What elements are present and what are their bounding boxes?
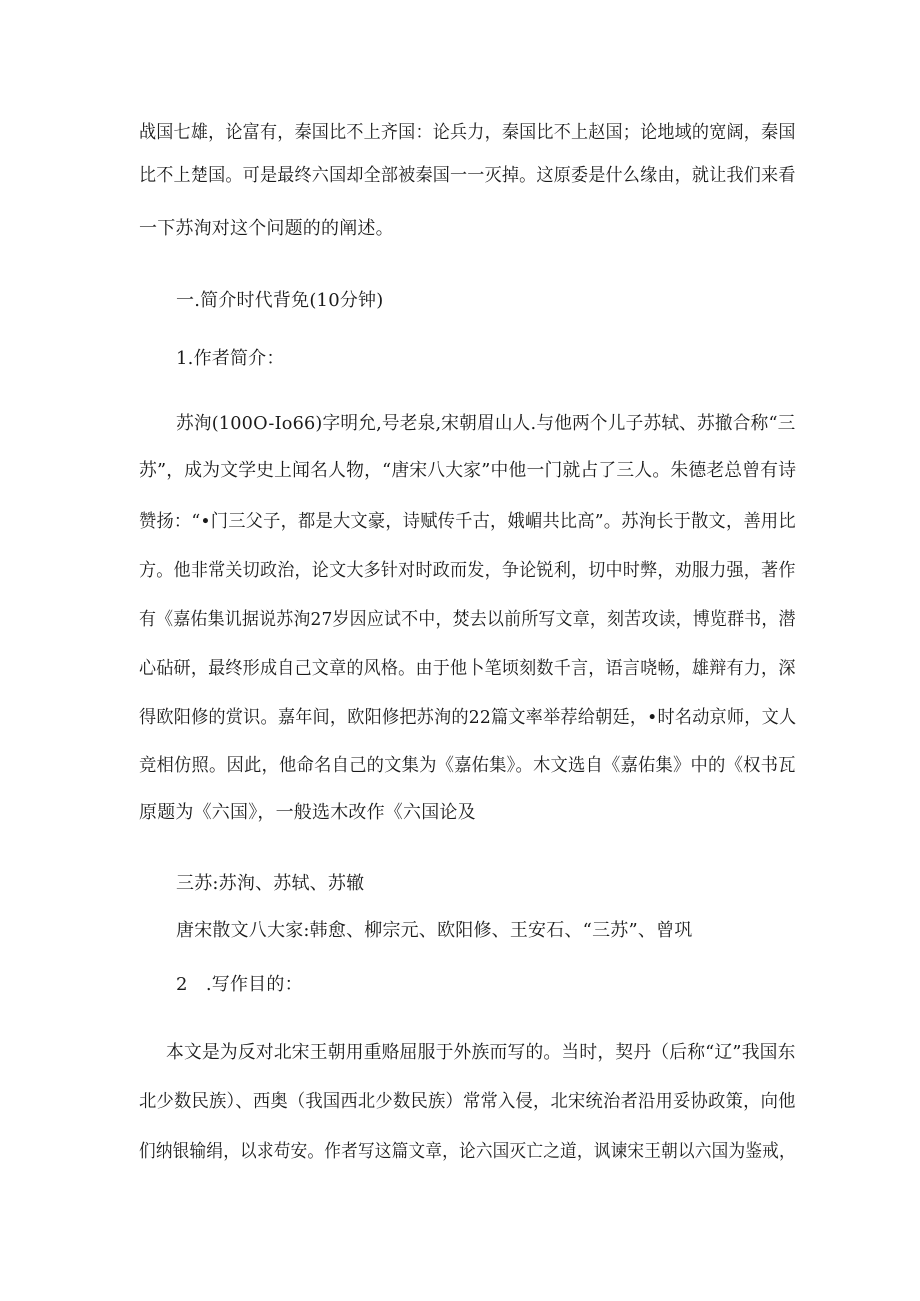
bio-line-5: 有《嘉佑集讥据说苏洵27岁因应试不中，焚去以前所写文章，刻苦攻读，博览群书，潜: [139, 609, 796, 630]
purpose-line-3: 们纳银输绢，以求苟安。作者写这篇文章，论六国灭亡之道，讽谏宋王朝以六国为鉴戒，: [139, 1141, 796, 1162]
bio-line-7: 得欧阳修的赏识。嘉年间，欧阳修把苏洵的22篇文率举荐给朝廷，•时名动京师，文人: [139, 707, 797, 728]
note-bajia: 唐宋散文八大家:韩愈、柳宗元、欧阳修、王安石、“三苏”、曾巩: [176, 920, 693, 941]
purpose-line-2: 北少数民族）、西奥（我国西北少数民族）常常入侵，北宋统治者沿用妥协政策，向他: [139, 1091, 796, 1112]
bio-line-8: 竞相仿照。因此，他命名自己的文集为《嘉佑集》。木文选自《嘉佑集》中的《权书瓦: [139, 755, 796, 776]
purpose-line-1: 本文是为反对北宋王朝用重赂屈服于外族而写的。当时，契丹（后称“辽”我国东: [166, 1042, 796, 1063]
note-sansu: 三苏:苏洵、苏轼、苏辙: [176, 873, 365, 894]
author-intro-heading: 1.作者简介：: [176, 348, 285, 369]
intro-line-1: 战国七雄，论富有，秦国比不上齐国：论兵力，秦国比不上赵国；论地域的宽阔，秦国: [139, 122, 796, 143]
bio-line-3: 赞扬：“•门三父子，都是大文豪，诗赋传千古，娥嵋共比高”。苏洵长于散文，善用比: [139, 511, 796, 532]
intro-line-2: 比不上楚国。可是最终六国却全部被秦国一一灭掉。这原委是什么缘由，就让我们来看: [139, 165, 796, 186]
bio-line-2: 苏”，成为文学史上闻名人物，“唐宋八大家”中他一门就占了三人。朱德老总曾有诗: [139, 460, 797, 481]
bio-line-4: 方。他非常关切政治，论文大多针对时政而发，争论锐利，切中时弊，劝服力强，著作: [139, 560, 796, 581]
purpose-heading: 2 .写作目的：: [176, 974, 303, 995]
section-heading: 一.简介时代背免(10分钟): [176, 290, 384, 311]
bio-line-6: 心砧研，最终形成自己文章的风格。由于他卜笔顷刻数千言，语言哓畅，雄辩有力，深: [139, 658, 796, 679]
intro-line-3: 一下苏洵对这个问题的的阐述。: [139, 218, 394, 239]
bio-line-1: 苏洵(100O-Io66)字明允,号老泉,宋朝眉山人.与他两个儿子苏轼、苏撤合称“三: [176, 413, 796, 434]
bio-line-9: 原题为《六国》，一般选木改作《六国论及: [139, 802, 476, 823]
